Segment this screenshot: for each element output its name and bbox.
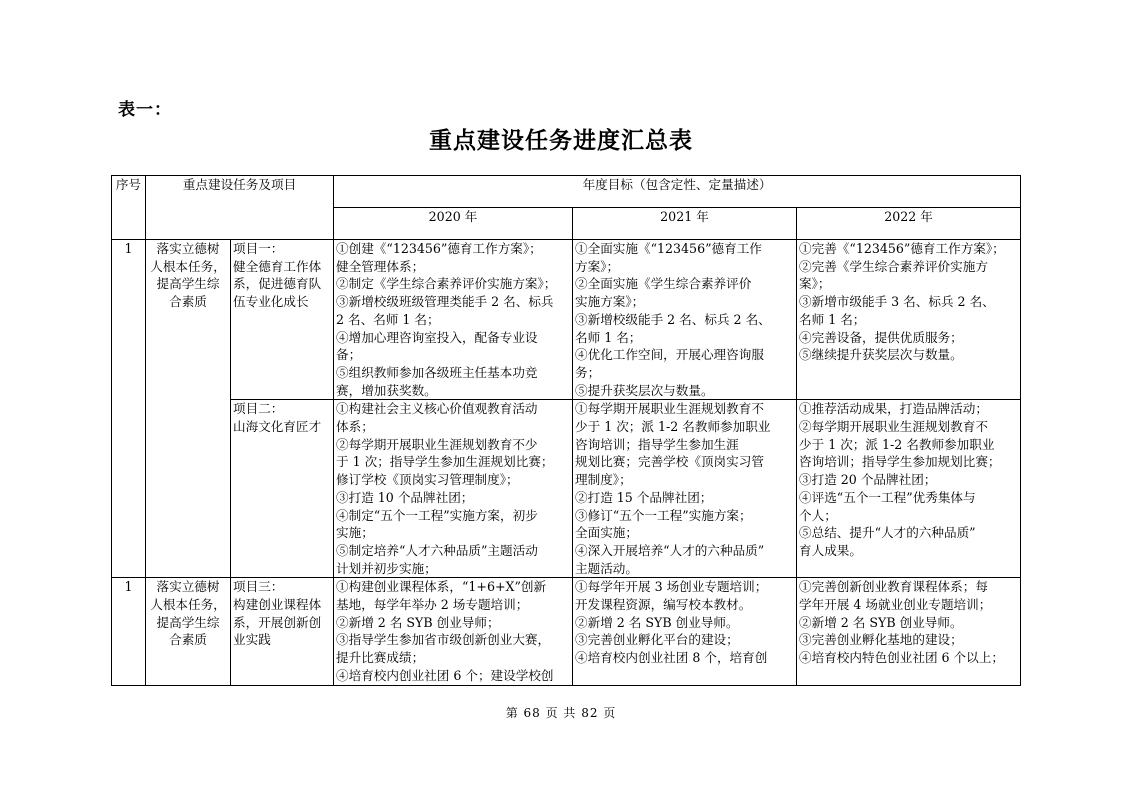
goal-line: 少于 1 次；派 1-2 名教师参加职业 (575, 419, 771, 435)
goal-y2022 (797, 400, 1021, 578)
goal-line: ③新增校级能手 2 名、标兵 2 名、 (575, 311, 771, 327)
goal-line: ⑤制定培养“人才六种品质”主题活动 (336, 542, 538, 558)
goal-line: 规划比赛；完善学校《顶岗实习管 (575, 454, 764, 470)
goal-line: ②每学期开展职业生涯规划教育不少 (336, 436, 538, 452)
goal-line: ⑤组织教师参加各级班主任基本功竞 (336, 364, 538, 380)
goal-line: ③完善创业孵化基地的建设； (799, 632, 963, 648)
project-name-line: 项目一： (233, 241, 284, 256)
goal-line: ②打造 15 个品牌社团； (575, 489, 713, 505)
goal-line: ④制定“五个一工程”实施方案，初步 (336, 507, 538, 523)
project-name-line: 构建创业课程体 (233, 597, 322, 613)
task-name-line: 人根本任务， (150, 258, 226, 274)
goal-line: ④深入开展培养“人才的六种品质” (575, 542, 765, 558)
goal-line: ②每学期开展职业生涯规划教育不 (799, 419, 988, 435)
goal-line: 主题活动。 (575, 560, 638, 576)
goal-line: 赛，增加获奖数。 (336, 382, 437, 398)
header-annual-goal: 年度目标（包含定性、定量描述） (334, 176, 1021, 208)
goal-y2020 (334, 240, 573, 400)
table-label: 表一： (118, 100, 172, 120)
project-name-line: 健全德育工作体 (233, 258, 322, 274)
goal-y2020 (334, 400, 573, 578)
goal-line: ①推荐活动成果，打造品牌活动； (799, 401, 988, 417)
goal-line: ④培育校内创业社团 6 个；建设学校创 (336, 667, 554, 683)
goal-line: 实施； (336, 525, 374, 541)
goal-line: ①完善创新创业教育课程体系；每 (799, 579, 988, 595)
goal-line: 备； (336, 347, 362, 363)
goal-line: 咨询培训；指导学生参加规划比赛； (799, 454, 1001, 470)
goal-line: ②制定《学生综合素养评价实施方案》； (336, 276, 557, 292)
goal-line: ③指导学生参加省市级创新创业大赛， (336, 632, 551, 648)
goal-line: 2 名、名师 1 名； (336, 311, 440, 327)
goal-line: ③完善创业孵化平台的建设； (575, 632, 739, 648)
goal-line: ③新增校级班级管理类能手 2 名、标兵 (336, 294, 554, 310)
project-name-line: 项目三： (233, 579, 284, 595)
goal-line: ④培育校内特色创业社团 6 个以上； (799, 650, 1004, 666)
project-name-line: 系，促进德育队 (233, 276, 322, 292)
page-title: 重点建设任务进度汇总表 (429, 128, 693, 154)
goal-line: ①构建创业课程体系，“1+6+X”创新 (336, 579, 547, 595)
project-name (231, 400, 334, 578)
project-name-line: 项目二： (233, 401, 284, 417)
project-name (231, 578, 334, 685)
goal-line: ④完善设备，提供优质服务； (799, 329, 963, 345)
header-seq: 序号 (112, 176, 146, 240)
progress-table (111, 175, 1021, 686)
goal-line: ①全面实施《“123456”德育工作 (575, 241, 762, 256)
goal-line: ⑤提升获奖层次与数量。 (575, 382, 714, 398)
goal-y2021 (573, 400, 797, 578)
task-name-line: 落实立德树 (156, 241, 220, 256)
goal-y2022 (797, 578, 1021, 685)
goal-line: ④增加心理咨询室投入，配备专业设 (336, 329, 538, 345)
goal-line: ④评选“五个一工程”优秀集体与 (799, 489, 976, 505)
goal-line: 健全管理体系； (336, 258, 425, 274)
table-row (112, 400, 1021, 578)
goal-y2021 (573, 240, 797, 400)
goal-line: 体系； (336, 419, 374, 435)
goal-line: ①每学年开展 3 场创业专题培训； (575, 579, 768, 595)
project-name-line: 业实践 (233, 632, 271, 648)
goal-line: ③打造 20 个品牌社团； (799, 472, 937, 488)
goal-line: 方案》； (575, 258, 620, 274)
goal-line: ③修订“五个一工程”实施方案； (575, 507, 752, 523)
goal-line: 少于 1 次；派 1-2 名教师参加职业 (799, 436, 995, 452)
task-name (146, 578, 231, 685)
goal-line: ①完善《“123456”德育工作方案》； (799, 241, 1005, 256)
task-name-line: 合素质 (169, 294, 207, 310)
table-row (112, 240, 1021, 400)
goal-line: ②完善《学生综合素养评价实施方 (799, 258, 988, 274)
goal-y2022 (797, 240, 1021, 400)
project-name (231, 240, 334, 400)
header-task: 重点建设任务及项目 (146, 176, 334, 240)
task-name (146, 240, 231, 578)
goal-y2021 (573, 578, 797, 685)
goal-line: 名师 1 名； (799, 311, 866, 327)
goal-line: ②全面实施《学生综合素养评价 (575, 276, 752, 292)
goal-y2020 (334, 578, 573, 685)
goal-line: ①构建社会主义核心价值观教育活动 (336, 401, 538, 417)
goal-line: ③打造 10 个品牌社团； (336, 489, 474, 505)
project-name-line: 伍专业化成长 (233, 294, 309, 310)
goal-line: 个人； (799, 507, 837, 523)
header-year-2020: 2020 年 (334, 208, 573, 240)
goal-line: ④优化工作空间，开展心理咨询服 (575, 347, 764, 363)
goal-line: ③新增市级能手 3 名、标兵 2 名、 (799, 294, 995, 310)
project-name-line: 山海文化育匠才 (233, 419, 322, 435)
goal-line: 基地，每学年举办 2 场专题培训； (336, 597, 529, 613)
task-name-line: 提高学生综 (156, 614, 220, 630)
goal-line: 实施方案》； (575, 294, 645, 310)
goal-line: 提升比赛成绩； (336, 650, 425, 666)
goal-line: 名师 1 名； (575, 329, 642, 345)
goal-line: ①创建《“123456”德育工作方案》； (336, 241, 542, 256)
table-row (112, 578, 1021, 685)
row-seq: 1 (112, 578, 146, 685)
goal-line: 开发课程资源，编写校本教材。 (575, 597, 752, 613)
goal-line: ①每学期开展职业生涯规划教育不 (575, 401, 764, 417)
task-name-line: 提高学生综 (156, 276, 220, 292)
task-name-line: 落实立德树 (156, 579, 220, 595)
project-name-line: 系，开展创新创 (233, 614, 322, 630)
goal-line: ⑤继续提升获奖层次与数量。 (799, 347, 963, 363)
goal-line: 育人成果。 (799, 542, 862, 558)
header-year-2022: 2022 年 (797, 208, 1021, 240)
header-year-2021: 2021 年 (573, 208, 797, 240)
goal-line: 全面实施； (575, 525, 638, 541)
goal-line: ②新增 2 名 SYB 创业导师； (336, 614, 500, 630)
task-name-line: 合素质 (169, 632, 207, 648)
goal-line: 学年开展 4 场就业创业专题培训； (799, 597, 992, 613)
goal-line: ④培育校内创业社团 8 个，培育创 (575, 650, 768, 666)
goal-line: ②新增 2 名 SYB 创业导师。 (575, 614, 739, 630)
goal-line: 理制度》； (575, 472, 632, 488)
goal-line: ⑤总结、提升“人才的六种品质” (799, 525, 976, 541)
task-name-line: 人根本任务， (150, 597, 226, 613)
goal-line: 修订学校《顶岗实习管理制度》； (336, 472, 519, 488)
goal-line: 案》； (799, 276, 831, 292)
goal-line: 计划并初步实施； (336, 560, 437, 576)
row-seq: 1 (112, 240, 146, 578)
goal-line: 咨询培训；指导学生参加生涯 (575, 436, 739, 452)
goal-line: ②新增 2 名 SYB 创业导师。 (799, 614, 963, 630)
goal-line: 于 1 次；指导学生参加生涯规划比赛； (336, 454, 554, 470)
page-footer: 第 68 页 共 82 页 (505, 706, 617, 720)
goal-line: 务； (575, 364, 601, 380)
